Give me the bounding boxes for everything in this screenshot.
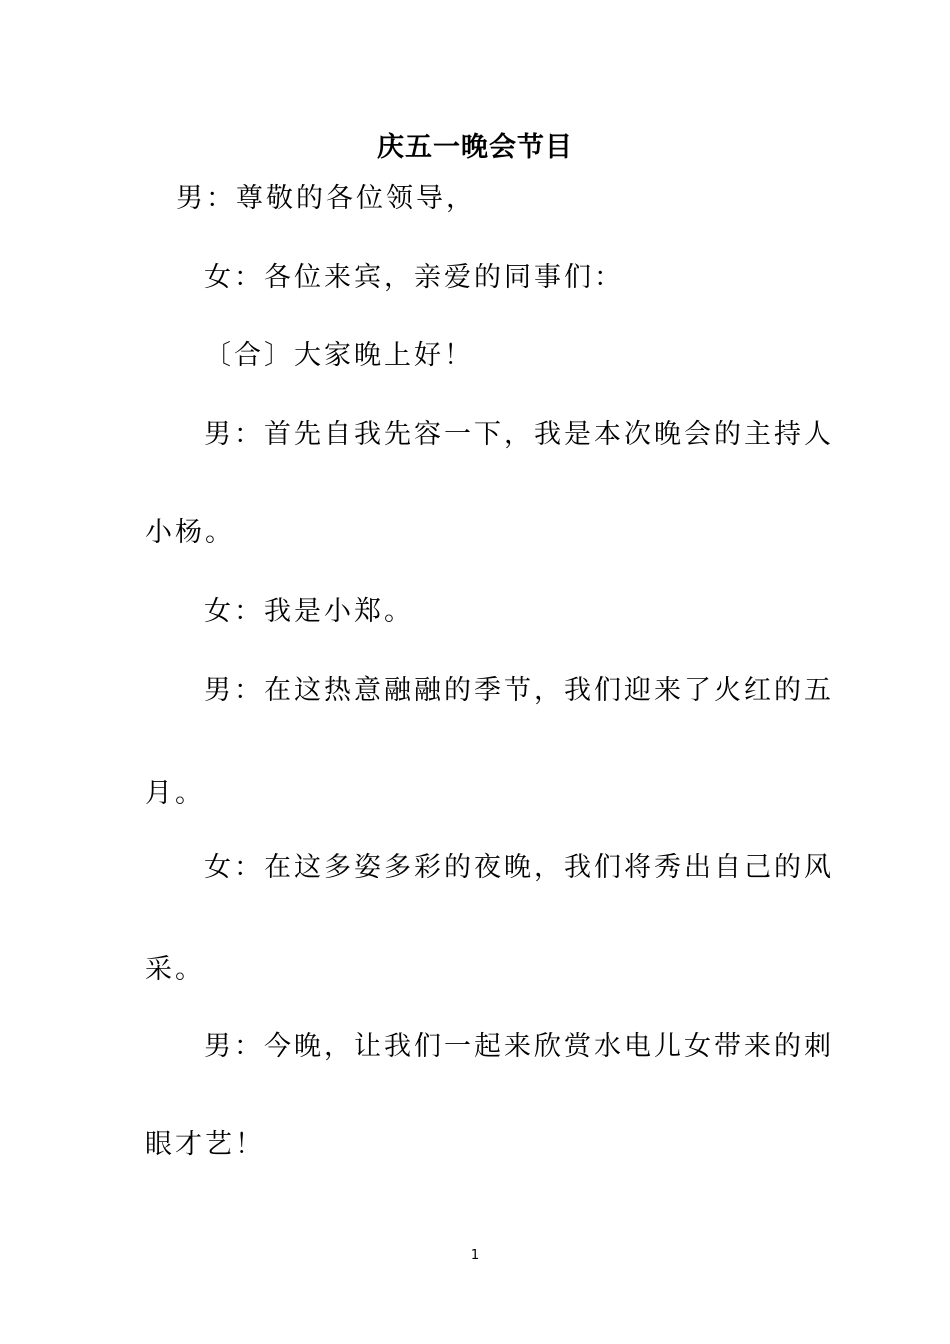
dialogue-line-8: 男：今晚，让我们一起来欣赏水电儿女带来的刺: [204, 1031, 834, 1062]
dialogue-line-5: 女：我是小郑。: [204, 596, 414, 627]
dialogue-line-8-continued: 眼才艺！: [145, 1129, 265, 1160]
dialogue-line-7-continued: 采。: [145, 954, 205, 985]
dialogue-line-6: 男：在这热意融融的季节，我们迎来了火红的五: [204, 675, 834, 706]
dialogue-line-4-continued: 小杨。: [145, 517, 235, 548]
dialogue-line-6-continued: 月。: [145, 778, 205, 809]
document-title: 庆五一晚会节目: [377, 132, 573, 163]
dialogue-line-1: 男：尊敬的各位领导，: [176, 183, 476, 214]
dialogue-line-2: 女：各位来宾，亲爱的同事们：: [204, 262, 624, 293]
dialogue-line-3: 〔合〕大家晚上好！: [204, 340, 474, 371]
dialogue-line-7: 女：在这多姿多彩的夜晚，我们将秀出自己的风: [204, 852, 834, 883]
page-number: 1: [470, 1248, 480, 1263]
dialogue-line-4: 男：首先自我先容一下，我是本次晚会的主持人: [204, 419, 834, 450]
title-container: [0, 128, 950, 168]
